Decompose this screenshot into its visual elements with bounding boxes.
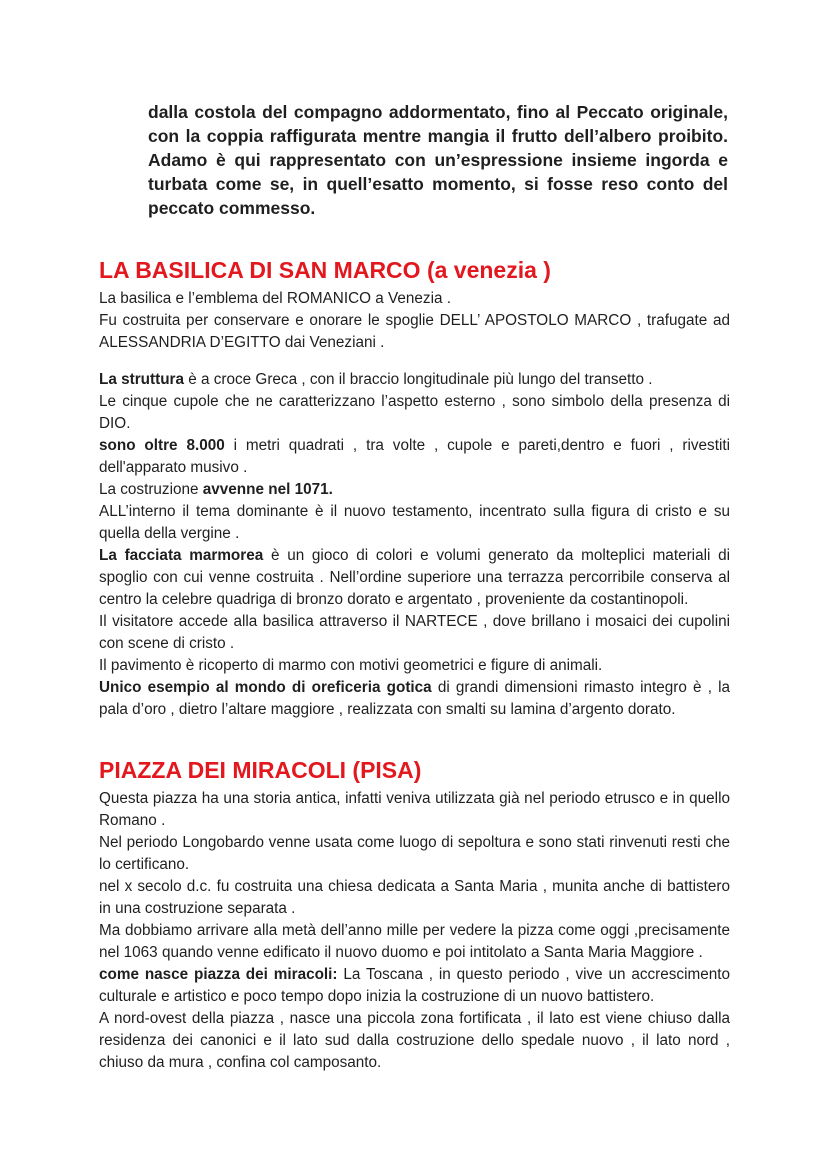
section-heading: LA BASILICA DI SAN MARCO (a venezia ) xyxy=(99,257,551,283)
text-run: La costruzione xyxy=(99,481,203,498)
paragraph xyxy=(99,501,730,545)
text-run: Questa piazza ha una storia antica, infatti veniva utilizzata già nel periodo etrusco e in quello Romano . xyxy=(99,790,730,829)
paragraph xyxy=(99,1008,730,1074)
bold-text-run: La facciata marmorea xyxy=(99,547,264,564)
paragraph xyxy=(99,611,730,655)
paragraph xyxy=(99,369,730,391)
text-run: di grandi dimensioni rimasto integro è , la pala d’oro , dietro l’altare maggiore , realizzata con smalti su lamina d’argento dorato. xyxy=(99,679,730,718)
paragraph xyxy=(99,788,730,832)
paragraph xyxy=(99,288,730,310)
bold-text-run: La struttura xyxy=(99,371,184,388)
text-run: Ma dobbiamo arrivare alla metà dell’anno mille per vedere la pizza come oggi ,precisamente nel 1063 quando venne edificato il nuovo duomo e poi intitolato a Santa Maria Maggiore . xyxy=(99,922,730,961)
paragraph xyxy=(99,479,730,501)
text-run: Il pavimento è ricoperto di marmo con motivi geometrici e figure di animali. xyxy=(99,657,603,674)
text-run: Nel periodo Longobardo venne usata come luogo di sepoltura e sono stati rinvenuti resti che lo certificano. xyxy=(99,834,730,873)
bold-text-run: avvenne nel 1071. xyxy=(202,481,333,498)
intro-paragraph xyxy=(148,100,728,220)
paragraph xyxy=(99,920,730,964)
paragraph xyxy=(99,391,730,435)
paragraph xyxy=(99,310,730,354)
section-heading: PIAZZA DEI MIRACOLI (PISA) xyxy=(99,757,422,783)
text-run: i metri quadrati , tra volte , cupole e pareti,dentro e fuori , rivestiti dell'apparato musivo . xyxy=(99,437,730,476)
paragraph xyxy=(99,832,730,876)
bold-text-run: dalla costola del compagno addormentato, fino al Peccato originale, con la coppia raffigurata mentre mangia il frutto dell’albero proibito. Adamo è qui rappresentato con un’espressione insieme ingorda e turbata come se, in quell’esatto momento, si fosse reso conto del peccato commesso. xyxy=(148,102,728,218)
paragraph xyxy=(99,435,730,479)
section xyxy=(99,757,730,1074)
paragraph xyxy=(99,964,730,1008)
bold-text-run: come nasce piazza dei miracoli: xyxy=(99,966,338,983)
text-run: Fu costruita per conservare e onorare le spoglie DELL’ APOSTOLO MARCO , trafugate ad ALESSANDRIA D’EGITTO dai Veneziani . xyxy=(99,312,730,351)
paragraph xyxy=(99,876,730,920)
text-run: è a croce Greca , con il braccio longitudinale più lungo del transetto . xyxy=(184,371,653,388)
document-content xyxy=(99,0,730,1074)
sections xyxy=(99,257,730,1074)
paragraph xyxy=(99,655,730,677)
text-run: La basilica e l’emblema del ROMANICO a Venezia . xyxy=(99,290,451,307)
paragraph xyxy=(99,545,730,611)
text-run: Il visitatore accede alla basilica attraverso il NARTECE , dove brillano i mosaici dei cupolini con scene di cristo . xyxy=(99,613,730,652)
section xyxy=(99,257,730,721)
bold-text-run: Unico esempio al mondo di oreficeria gotica xyxy=(99,679,432,696)
paragraph xyxy=(99,677,730,721)
text-run: nel x secolo d.c. fu costruita una chiesa dedicata a Santa Maria , munita anche di battistero in una costruzione separata . xyxy=(99,878,730,917)
text-run: è un gioco di colori e volumi generato da molteplici materiali di spoglio con cui venne costruita . Nell’ordine superiore una terrazza percorribile conserva al centro la celebre quadriga di bronzo dorato e argentato , proveniente da costantinopoli. xyxy=(99,547,730,608)
text-run: Le cinque cupole che ne caratterizzano l’aspetto esterno , sono simbolo della presenza di DIO. xyxy=(99,393,730,432)
text-run: La Toscana , in questo periodo , vive un accrescimento culturale e artistico e poco tempo dopo inizia la costruzione di un nuovo battistero. xyxy=(99,966,730,1005)
text-run: A nord-ovest della piazza , nasce una piccola zona fortificata , il lato est viene chiuso dalla residenza dei canonici e il lato sud dalla costruzione dello spedale nuovo , il lato nord , chiuso da mura , confina col camposanto. xyxy=(99,1010,730,1071)
text-run: ALL’interno il tema dominante è il nuovo testamento, incentrato sulla figura di cristo e su quella della vergine . xyxy=(99,503,730,542)
bold-text-run: sono oltre 8.000 xyxy=(99,437,225,454)
